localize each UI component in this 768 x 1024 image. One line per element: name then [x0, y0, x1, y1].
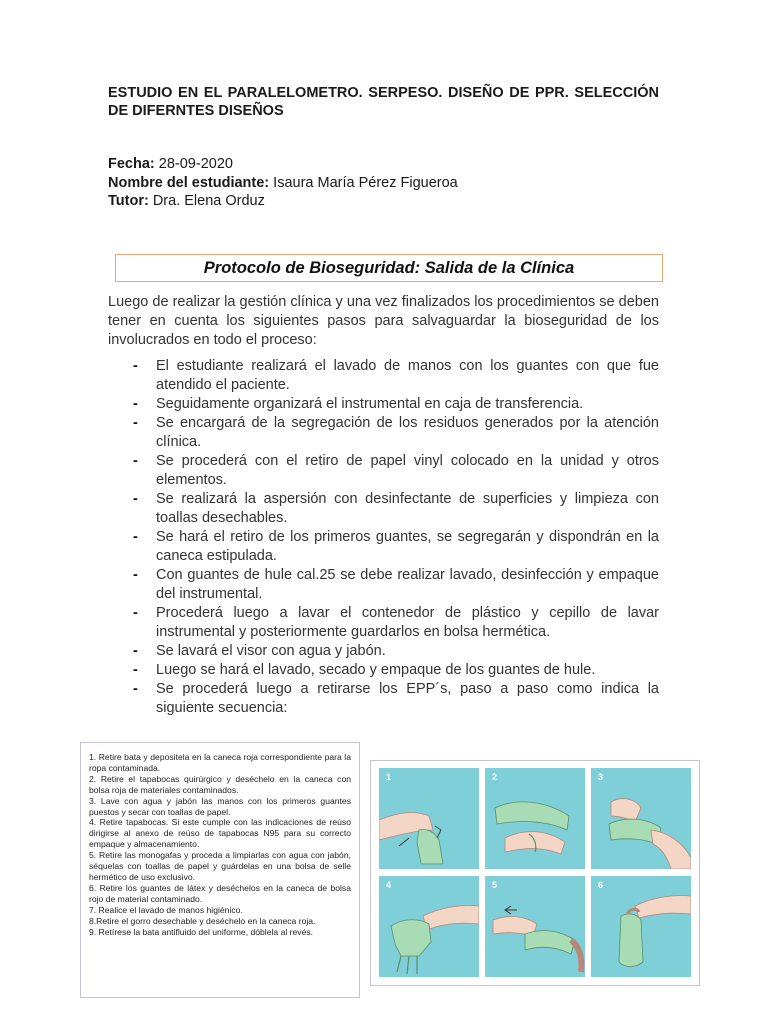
glove-removal-figure [370, 760, 700, 986]
student-line [108, 174, 458, 193]
tutor-label: Tutor: [108, 193, 149, 209]
sequence-item: 8.Retire el gorro desechable y deséchelo en la caneca roja. [89, 915, 316, 926]
panel-number: 1 [386, 772, 392, 782]
step-text: El estudiante realizará el lavado de manos con los guantes con que fue atendido el paciente. [156, 358, 659, 393]
step-text: Se encargará de la segregación de los residuos generados por la atención clínica. [156, 415, 659, 450]
tutor-value: Dra. Elena Orduz [152, 193, 265, 209]
student-label: Nombre del estudiante: [108, 174, 270, 191]
glove-step-panel [485, 876, 585, 977]
glove-inside-out-illustration [591, 768, 691, 869]
protocol-step [108, 528, 659, 566]
glove-discard-illustration [591, 876, 691, 977]
protocol-step [108, 357, 659, 395]
bullet-dash: - [133, 396, 138, 412]
sequence-item: 6. Retire los guantes de látex y deséchelos en la caneca de bolsa rojo de material contaminado. [89, 882, 351, 904]
bullet-dash: - [133, 662, 138, 678]
step-text: Seguidamente organizará el instrumental en caja de transferencia. [156, 396, 584, 412]
glove-pinch-illustration [379, 768, 479, 869]
bullet-dash: - [133, 567, 138, 583]
protocol-intro: Luego de realizar la gestión clínica y una vez finalizados los procedimientos se deben tener en cuenta los siguientes pasos para salvaguardar la bioseguridad de los involucrados en todo el proceso: [108, 294, 659, 348]
glove-slide-illustration [485, 876, 585, 977]
step-text: Luego se hará el lavado, secado y empaque de los guantes de hule. [156, 662, 596, 678]
step-text: Con guantes de hule cal.25 se debe realizar lavado, desinfección y empaque del instrumental. [156, 567, 659, 602]
bullet-dash: - [133, 358, 138, 374]
step-text: Se procederá con el retiro de papel vinyl colocado en la unidad y otros elementos. [156, 453, 659, 488]
glove-peel-illustration [485, 768, 585, 869]
panel-number: 5 [492, 880, 498, 890]
protocol-step [108, 452, 659, 490]
sequence-item: 7. Realice el lavado de manos higiénico. [89, 904, 243, 915]
protocol-step [108, 604, 659, 642]
glove-step-panel [379, 768, 479, 869]
glove-step-panel [591, 768, 691, 869]
sequence-item: 1. Retire bata y depositela en la caneca roja correspondiente para la ropa contaminada. [89, 752, 351, 773]
protocol-step [108, 680, 659, 718]
glove-step-panel [591, 876, 691, 977]
glove-step-panel [485, 768, 585, 869]
panel-number: 2 [492, 772, 498, 782]
date-line [108, 155, 458, 174]
date-label: Fecha: [108, 156, 155, 172]
protocol-step [108, 566, 659, 604]
document-meta [108, 155, 458, 211]
bullet-dash: - [133, 605, 138, 621]
step-text: Se procederá luego a retirarse los EPP´s, paso a paso como indica la siguiente secuencia: [156, 681, 659, 716]
protocol-steps-list [108, 357, 659, 718]
step-text: Se realizará la aspersión con desinfectante de superficies y limpieza con toallas desechables. [156, 491, 659, 526]
sequence-item: 3. Lave con agua y jabón las manos con los primeros guantes puestos y secar con toallas de papel. [89, 795, 351, 817]
tutor-line [108, 192, 458, 211]
bullet-dash: - [133, 643, 138, 659]
protocol-step [108, 395, 659, 414]
protocol-step [108, 661, 659, 680]
bullet-dash: - [133, 529, 138, 545]
step-text: Se hará el retiro de los primeros guantes, se segregarán y dispondrán en la caneca estipulada. [156, 529, 659, 564]
ppe-removal-sequence-box [80, 742, 360, 998]
glove-step-panel [379, 876, 479, 977]
protocol-step [108, 414, 659, 452]
bullet-dash: - [133, 491, 138, 507]
panel-number: 4 [386, 880, 392, 890]
sequence-item: 2. Retire el tapabocas quirúrgico y deséchelo en la caneca con bolsa roja de materiales contaminados. [89, 773, 351, 795]
protocol-title: Protocolo de Bioseguridad: Salida de la Clínica [203, 258, 575, 277]
bullet-dash: - [133, 453, 138, 469]
bullet-dash: - [133, 415, 138, 431]
step-text: Se lavará el visor con agua y jabón. [156, 643, 386, 659]
bullet-dash: - [133, 681, 138, 697]
glove-hold-illustration [379, 876, 479, 977]
protocol-step [108, 642, 659, 661]
panel-number: 3 [598, 772, 604, 782]
date-value: 28-09-2020 [158, 156, 233, 172]
sequence-item: 5. Retire las monogafas y proceda a limpiarlas con agua con jabón, séquelas con toallas de papel y guárdelas en una bolsa de selle hermético de uso exclusivo. [89, 850, 351, 882]
protocol-title-box [115, 254, 663, 282]
document-title: ESTUDIO EN EL PARALELOMETRO. SERPESO. DISEÑO DE PPR. SELECCIÓN DE DIFERNTES DISEÑOS [108, 85, 659, 119]
protocol-step [108, 490, 659, 528]
panel-number: 6 [598, 880, 604, 890]
sequence-item: 4. Retire tapabocas. Si este cumple con las indicaciones de reúso dirigirse al anexo de reúso de tapabocas N95 para su correcto empaque y almacenamiento. [89, 817, 351, 850]
step-text: Procederá luego a lavar el contenedor de plástico y cepillo de lavar instrumental y posteriormente guardarlos en bolsa hermética. [156, 605, 659, 640]
sequence-item: 9. Retírese la bata antifluido del uniforme, dóblela al revés. [89, 926, 314, 937]
student-value: Isaura María Pérez Figueroa [273, 174, 458, 191]
